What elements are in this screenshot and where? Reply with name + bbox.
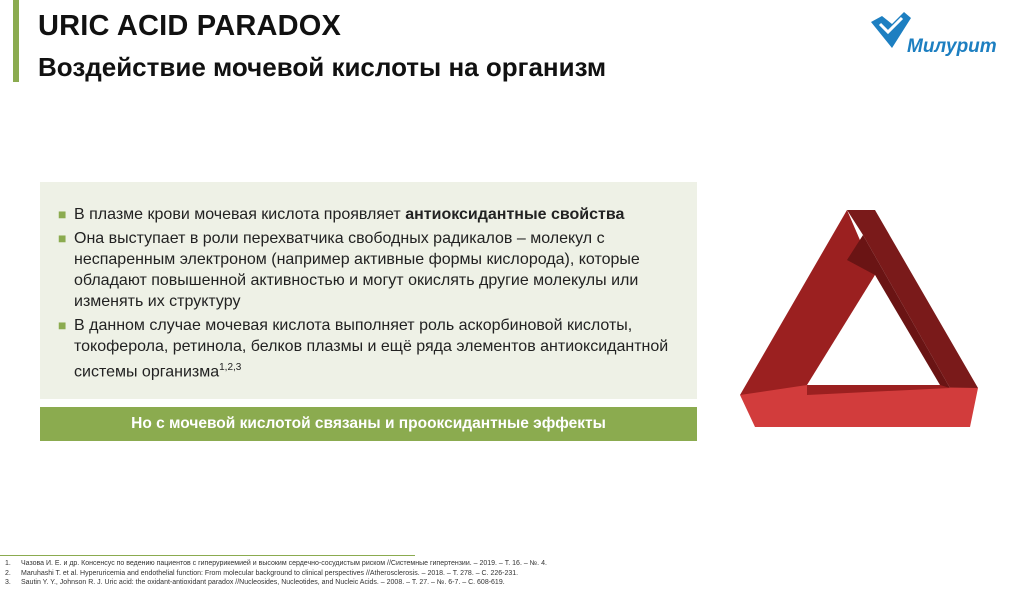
bullet-item: [58, 228, 680, 312]
content-box: [40, 182, 697, 399]
page-title: URIC ACID PARADOX: [38, 10, 342, 42]
bullet-text: В плазме крови мочевая кислота проявляет: [74, 206, 406, 223]
penrose-triangle-icon: [735, 205, 980, 430]
reference-text: Чазова И. Е. и др. Консенсус по ведению пациентов с гиперурикемией и высоким сердечно-сосудистым риском //Системные гипертензии. – 2019. – Т. 16. – №. 4.: [21, 560, 547, 567]
reference-number: 3.: [5, 579, 11, 586]
page-subtitle: Воздействие мочевой кислоты на организм: [38, 52, 607, 82]
bullet-list: [58, 204, 680, 385]
highlight-banner: Но с мочевой кислотой связаны и прооксидантные эффекты: [40, 407, 697, 441]
footer-divider: [0, 555, 415, 556]
bullet-icon: ■: [58, 230, 67, 246]
reference-number: 1.: [5, 560, 11, 567]
reference-number: 2.: [5, 569, 11, 577]
reference-superscript: 1,2,3: [219, 362, 242, 373]
bullet-icon: ■: [58, 206, 67, 222]
bullet-text: В данном случае мочевая кислота выполняет роль аскорбиновой кислоты, токоферола, ретинола, белков плазмы и ещё ряда элементов антиоксидантной системы организма: [74, 317, 669, 381]
reference-item: [5, 569, 765, 579]
logo-text: Милурит: [907, 36, 997, 57]
bullet-icon: ■: [58, 317, 67, 333]
reference-text: Maruhashi T. et al. Hyperuricemia and endothelial function: From molecular background to clinical perspectives //Atherosclerosis. – 2018. – Т. 278. – С. 226-231.: [21, 569, 519, 577]
accent-bar: [13, 0, 19, 82]
bullet-item: [58, 315, 680, 382]
reference-item: [5, 578, 765, 588]
bullet-bold-text: антиоксидантные свойства: [405, 206, 625, 223]
reference-text: Sautin Y. Y., Johnson R. J. Uric acid: the oxidant-antioxidant paradox //Nucleosides, Nucleotides, and Nucleic Acids. – 2008. – Т. 27. – №. 6-7. – С. 608-619.: [21, 579, 505, 586]
reference-item: [5, 559, 765, 569]
bullet-text: Она выступает в роли перехватчика свободных радикалов – молекул с неспаренным электроном (например активные формы кислорода), которые обладают повышенной активностью и могут окислять другие молекулы или изменять их структуру: [74, 230, 640, 310]
reference-list: [5, 559, 765, 588]
bullet-item: [58, 204, 680, 225]
